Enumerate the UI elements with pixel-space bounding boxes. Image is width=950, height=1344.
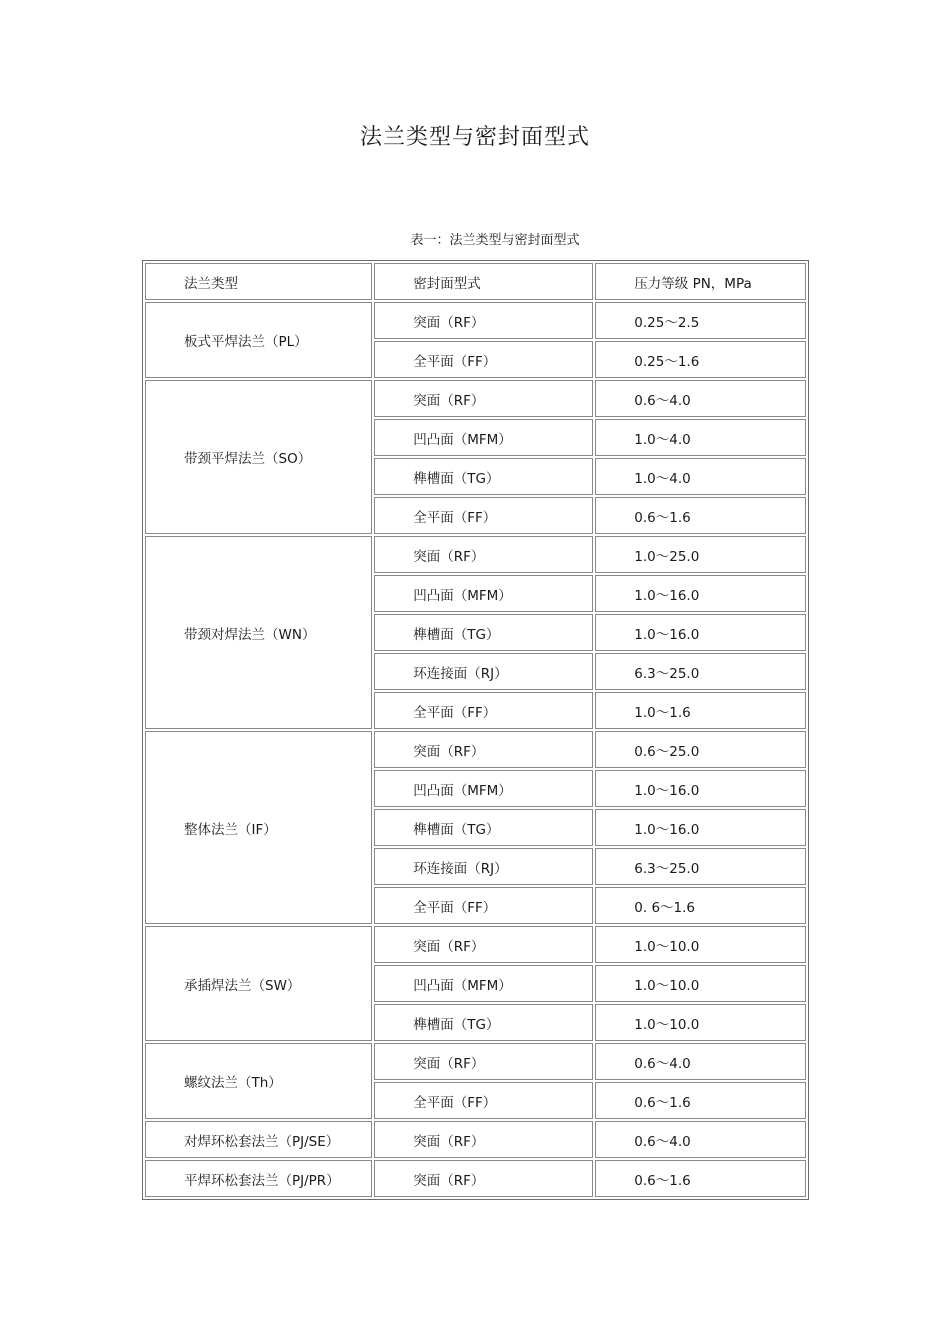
- sealing-face-cell: 突面（RF）: [374, 1043, 593, 1080]
- pressure-rating-cell: 0.6～25.0: [595, 731, 806, 768]
- table-caption: 表一：法兰类型与密封面型式: [410, 233, 580, 248]
- pressure-rating-cell: 1.0～16.0: [595, 575, 806, 612]
- pressure-rating-cell: 1.0～4.0: [595, 419, 806, 456]
- pressure-rating-cell: 1.0～10.0: [595, 926, 806, 963]
- pressure-rating-cell: 0.6～1.6: [595, 1160, 806, 1197]
- pressure-rating-cell: 0.6～1.6: [595, 1082, 806, 1119]
- pressure-rating-cell: 1.0～16.0: [595, 809, 806, 846]
- pressure-rating-cell: 1.0～10.0: [595, 1004, 806, 1041]
- sealing-face-cell: 突面（RF）: [374, 536, 593, 573]
- table-row: [145, 536, 806, 573]
- flange-type-cell: 平焊环松套法兰（PJ/PR）: [145, 1160, 372, 1197]
- sealing-face-cell: 突面（RF）: [374, 731, 593, 768]
- pressure-rating-cell: 0.6～4.0: [595, 1043, 806, 1080]
- sealing-face-cell: 凹凸面（MFM）: [374, 965, 593, 1002]
- sealing-face-cell: 环连接面（RJ）: [374, 653, 593, 690]
- flange-type-cell: 带颈平焊法兰（SO）: [145, 380, 372, 534]
- pressure-rating-cell: 1.0～1.6: [595, 692, 806, 729]
- table-row: [145, 1121, 806, 1158]
- pressure-rating-cell: 0.6～1.6: [595, 497, 806, 534]
- table-row: [145, 302, 806, 339]
- flange-type-cell: 带颈对焊法兰（WN）: [145, 536, 372, 729]
- sealing-face-cell: 榫槽面（TG）: [374, 1004, 593, 1041]
- table-row: [145, 1043, 806, 1080]
- sealing-face-cell: 全平面（FF）: [374, 341, 593, 378]
- flange-type-cell: 整体法兰（IF）: [145, 731, 372, 924]
- pressure-rating-cell: 0.6～4.0: [595, 380, 806, 417]
- pressure-rating-cell: 0.6～4.0: [595, 1121, 806, 1158]
- sealing-face-cell: 凹凸面（MFM）: [374, 575, 593, 612]
- pressure-rating-cell: 0.25～2.5: [595, 302, 806, 339]
- sealing-face-cell: 全平面（FF）: [374, 887, 593, 924]
- sealing-face-cell: 全平面（FF）: [374, 692, 593, 729]
- table-header-row: [145, 263, 806, 300]
- flange-type-cell: 承插焊法兰（SW）: [145, 926, 372, 1041]
- sealing-face-cell: 突面（RF）: [374, 1160, 593, 1197]
- pressure-rating-cell: 0. 6～1.6: [595, 887, 806, 924]
- pressure-rating-cell: 1.0～16.0: [595, 614, 806, 651]
- sealing-face-cell: 榫槽面（TG）: [374, 458, 593, 495]
- flange-table: [142, 260, 809, 1200]
- flange-type-cell: 板式平焊法兰（PL）: [145, 302, 372, 378]
- sealing-face-cell: 突面（RF）: [374, 380, 593, 417]
- sealing-face-cell: 凹凸面（MFM）: [374, 770, 593, 807]
- table-row: [145, 731, 806, 768]
- sealing-face-cell: 环连接面（RJ）: [374, 848, 593, 885]
- pressure-rating-cell: 0.25～1.6: [595, 341, 806, 378]
- sealing-face-cell: 突面（RF）: [374, 1121, 593, 1158]
- table-row: [145, 926, 806, 963]
- pressure-rating-cell: 1.0～25.0: [595, 536, 806, 573]
- sealing-face-cell: 全平面（FF）: [374, 497, 593, 534]
- flange-type-cell: 螺纹法兰（Th）: [145, 1043, 372, 1119]
- sealing-face-cell: 凹凸面（MFM）: [374, 419, 593, 456]
- sealing-face-cell: 突面（RF）: [374, 926, 593, 963]
- sealing-face-cell: 榫槽面（TG）: [374, 614, 593, 651]
- header-flange-type: 法兰类型: [145, 263, 372, 300]
- pressure-rating-cell: 1.0～10.0: [595, 965, 806, 1002]
- pressure-rating-cell: 6.3～25.0: [595, 653, 806, 690]
- header-pressure-rating: 压力等级 PN，MPa: [595, 263, 806, 300]
- sealing-face-cell: 榫槽面（TG）: [374, 809, 593, 846]
- pressure-rating-cell: 1.0～4.0: [595, 458, 806, 495]
- sealing-face-cell: 突面（RF）: [374, 302, 593, 339]
- header-sealing-face: 密封面型式: [374, 263, 593, 300]
- pressure-rating-cell: 6.3～25.0: [595, 848, 806, 885]
- table-row: [145, 380, 806, 417]
- flange-type-cell: 对焊环松套法兰（PJ/SE）: [145, 1121, 372, 1158]
- pressure-rating-cell: 1.0～16.0: [595, 770, 806, 807]
- sealing-face-cell: 全平面（FF）: [374, 1082, 593, 1119]
- document-title: 法兰类型与密封面型式: [359, 125, 590, 150]
- table-row: [145, 1160, 806, 1197]
